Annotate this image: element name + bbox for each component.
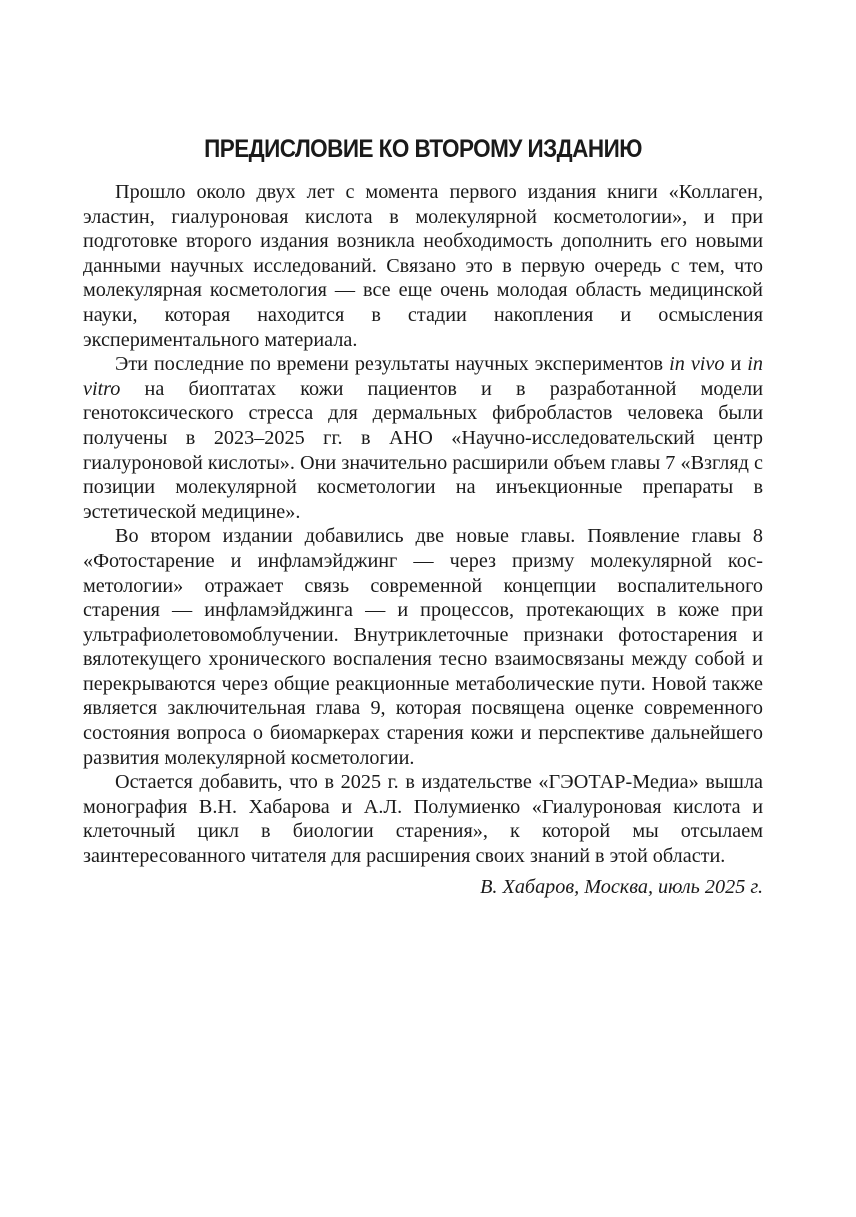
page-content: [83, 132, 763, 899]
paragraph-3: Во втором издании добавились две новые главы. Появление главы 8 «Фотостарение и инфламэйджинг — через призму молекулярной косметологии» отражает связь современной концепции воспалительного старения — инфламэйджинга — и процессов, протекающих в коже при ультрафиолетовомоблучении. Внутриклеточные признаки фотостарения и вялотекущего хронического воспаления тесно взаимосвязаны между собой и перекрываются через общие реакционные метаболические пути. Новой также является заключительная глава 9, которая посвящена оценке современного состояния вопроса о биомаркерах старения кожи и перспективе дальнейшего развития молекулярной косметологии.: [83, 525, 763, 769]
term-in-vivo: in vivo: [669, 353, 725, 376]
paragraph-1: Прошло около двух лет с момента первого издания книги «Коллаген, эластин, гиалуроновая кислота в молекулярной косметологии», и при подготовке второго издания возникла необходимость дополнить его новыми данными научных исследований. Связано это в первую очередь с тем, что молекулярная косметология — все еще очень молодая область медицинской науки, которая находится в стадии накопления и осмысления экспериментального материала.: [83, 181, 763, 351]
paragraph-2-rest: на биоптатах кожи пациентов и в разработанной модели генотоксического стресса для дермальных фибробластов человека были получены в 2023–2025 гг. в АНО «Научно-исследовательский центр гиалуроновой кислоты». Они значительно расширили объем главы 7 «Взгляд с позиции молекулярной косметологии на инъекционные препараты в эстетической медицине».: [83, 377, 763, 523]
author-signature: В. Хабаров, Москва, июль 2025 г.: [480, 875, 763, 898]
paragraph-2: [83, 352, 763, 524]
page-title: ПРЕДИСЛОВИЕ КО ВТОРОМУ ИЗДАНИЮ: [204, 135, 642, 163]
paragraph-4: Остается добавить, что в 2025 г. в издательстве «ГЭОТАР-Медиа» вышла монография В.Н. Хабарова и А.Л. Полумиенко «Гиалуроновая кислота и клеточный цикл в биологии старения», к которой мы отсылаем заинтересованного читателя для расширения своих знаний в этой области.: [83, 771, 763, 868]
paragraph-2-start: Эти последние по времени результаты научных экспериментов: [115, 353, 670, 376]
paragraph-2-and: и: [724, 353, 748, 376]
term-in-vitro: in vitro: [83, 353, 763, 400]
